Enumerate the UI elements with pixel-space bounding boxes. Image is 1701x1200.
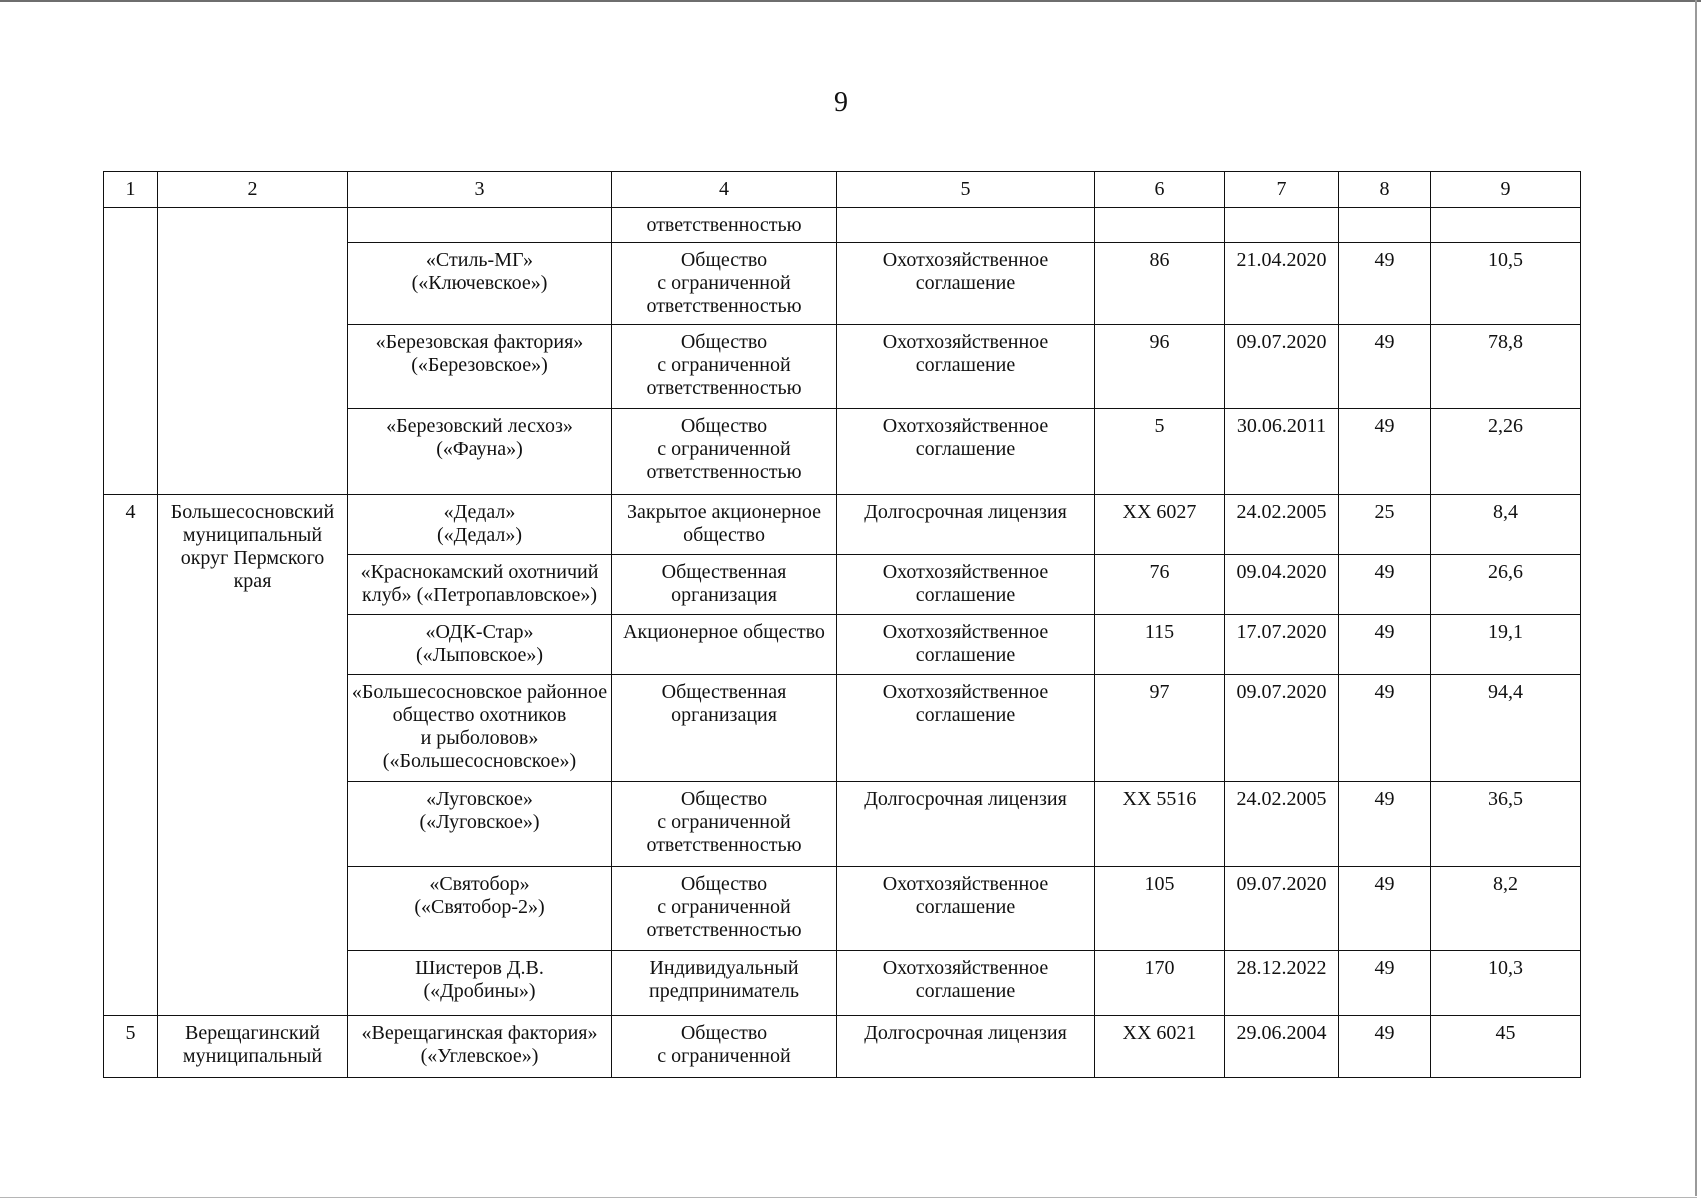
column-number-header: 6 xyxy=(1095,172,1225,208)
table-cell: Общественная организация xyxy=(612,675,837,782)
table-cell: «Верещагинская фактория» («Углевское») xyxy=(348,1016,612,1078)
table-cell: Долгосрочная лицензия xyxy=(837,1016,1095,1078)
table-cell: Охотхозяйственное соглашение xyxy=(837,951,1095,1016)
column-number-header: 3 xyxy=(348,172,612,208)
table-cell xyxy=(1225,208,1339,243)
table-cell: Охотхозяйственное соглашение xyxy=(837,243,1095,325)
table-cell: «Большесосновское районное общество охотников и рыболовов» («Большесосновское») xyxy=(348,675,612,782)
table-cell: «Луговское» («Луговское») xyxy=(348,782,612,867)
table-cell: Общество с ограниченной ответственностью xyxy=(612,867,837,951)
row-number-cell xyxy=(104,208,158,495)
table-cell: Охотхозяйственное соглашение xyxy=(837,555,1095,615)
column-number-header: 8 xyxy=(1339,172,1431,208)
table-cell: 94,4 xyxy=(1431,675,1581,782)
table-cell: «ОДК-Стар» («Лыповское») xyxy=(348,615,612,675)
table-cell xyxy=(1095,208,1225,243)
column-number-header: 7 xyxy=(1225,172,1339,208)
table-cell: 49 xyxy=(1339,615,1431,675)
table-cell: 45 xyxy=(1431,1016,1581,1078)
table-cell: 170 xyxy=(1095,951,1225,1016)
table-cell: 28.12.2022 xyxy=(1225,951,1339,1016)
table-cell: 09.07.2020 xyxy=(1225,867,1339,951)
table-cell: 09.07.2020 xyxy=(1225,675,1339,782)
table-cell: Общество с ограниченной xyxy=(612,1016,837,1078)
table-cell: 96 xyxy=(1095,325,1225,409)
column-number-header: 4 xyxy=(612,172,837,208)
table-cell: Общество с ограниченной ответственностью xyxy=(612,409,837,495)
table-cell: 09.07.2020 xyxy=(1225,325,1339,409)
table-cell: 78,8 xyxy=(1431,325,1581,409)
table-cell: 8,2 xyxy=(1431,867,1581,951)
table-cell: 49 xyxy=(1339,555,1431,615)
table-cell: 115 xyxy=(1095,615,1225,675)
table-cell: Охотхозяйственное соглашение xyxy=(837,615,1095,675)
table-cell: Охотхозяйственное соглашение xyxy=(837,867,1095,951)
scan-edge-right xyxy=(1695,0,1697,1196)
table-cell: 10,5 xyxy=(1431,243,1581,325)
table-cell: Индивидуальный предприниматель xyxy=(612,951,837,1016)
table-cell: Закрытое акционерное общество xyxy=(612,495,837,555)
table-cell: 26,6 xyxy=(1431,555,1581,615)
table-cell: 24.02.2005 xyxy=(1225,495,1339,555)
table-cell: 24.02.2005 xyxy=(1225,782,1339,867)
table-cell: 19,1 xyxy=(1431,615,1581,675)
table-cell: 49 xyxy=(1339,782,1431,867)
table-cell: Охотхозяйственное соглашение xyxy=(837,409,1095,495)
table-cell: 49 xyxy=(1339,867,1431,951)
table-cell: 8,4 xyxy=(1431,495,1581,555)
header-row xyxy=(104,172,1581,208)
table-cell: Долгосрочная лицензия xyxy=(837,782,1095,867)
table-cell: ХХ 6021 xyxy=(1095,1016,1225,1078)
table-cell: 25 xyxy=(1339,495,1431,555)
table-cell xyxy=(837,208,1095,243)
table-row xyxy=(104,1016,1581,1078)
table-cell: 2,26 xyxy=(1431,409,1581,495)
table-body xyxy=(104,208,1581,1078)
table-cell: 86 xyxy=(1095,243,1225,325)
table-cell: Общество с ограниченной ответственностью xyxy=(612,243,837,325)
scan-edge-bottom xyxy=(0,1197,1697,1198)
table-cell: ХХ 6027 xyxy=(1095,495,1225,555)
table-cell: ХХ 5516 xyxy=(1095,782,1225,867)
table-cell: Охотхозяйственное соглашение xyxy=(837,675,1095,782)
table-cell: 97 xyxy=(1095,675,1225,782)
table-row xyxy=(104,208,1581,243)
table-cell xyxy=(1431,208,1581,243)
district-cell xyxy=(158,208,348,495)
table-cell xyxy=(1339,208,1431,243)
table-cell xyxy=(348,208,612,243)
table-row xyxy=(104,495,1581,555)
table-cell: 09.04.2020 xyxy=(1225,555,1339,615)
table-cell: 10,3 xyxy=(1431,951,1581,1016)
table-cell: «Березовская фактория» («Березовское») xyxy=(348,325,612,409)
table-cell: 36,5 xyxy=(1431,782,1581,867)
table-cell: 76 xyxy=(1095,555,1225,615)
table-cell: «Краснокамский охотничий клуб» («Петропавловское») xyxy=(348,555,612,615)
table-cell: Общество с ограниченной ответственностью xyxy=(612,325,837,409)
table-cell: 29.06.2004 xyxy=(1225,1016,1339,1078)
table-cell: Общественная организация xyxy=(612,555,837,615)
table-cell: 49 xyxy=(1339,1016,1431,1078)
data-table xyxy=(103,171,1581,1078)
column-number-header: 2 xyxy=(158,172,348,208)
table-cell: Охотхозяйственное соглашение xyxy=(837,325,1095,409)
table-cell: 17.07.2020 xyxy=(1225,615,1339,675)
district-cell: Верещагинский муниципальный xyxy=(158,1016,348,1078)
column-number-header: 9 xyxy=(1431,172,1581,208)
table-cell: Шистеров Д.В. («Дробины») xyxy=(348,951,612,1016)
table-cell: «Стиль-МГ» («Ключевское») xyxy=(348,243,612,325)
page-number: 9 xyxy=(834,87,848,118)
row-number-cell: 4 xyxy=(104,495,158,1016)
column-number-header: 5 xyxy=(837,172,1095,208)
table-cell: 49 xyxy=(1339,675,1431,782)
table-cell: 5 xyxy=(1095,409,1225,495)
column-number-header: 1 xyxy=(104,172,158,208)
scan-edge-top xyxy=(0,0,1701,2)
table-cell: «Дедал» («Дедал») xyxy=(348,495,612,555)
table-cell: ответственностью xyxy=(612,208,837,243)
district-cell: Большесосновский муниципальный округ Пермского края xyxy=(158,495,348,1016)
table-cell: «Святобор» («Святобор-2») xyxy=(348,867,612,951)
table-cell: 49 xyxy=(1339,325,1431,409)
table-cell: 30.06.2011 xyxy=(1225,409,1339,495)
table-cell: 105 xyxy=(1095,867,1225,951)
table-cell: «Березовский лесхоз» («Фауна») xyxy=(348,409,612,495)
table-cell: 49 xyxy=(1339,243,1431,325)
table-cell: 49 xyxy=(1339,409,1431,495)
table-cell: Акционерное общество xyxy=(612,615,837,675)
row-number-cell: 5 xyxy=(104,1016,158,1078)
table-cell: 49 xyxy=(1339,951,1431,1016)
table-cell: Долгосрочная лицензия xyxy=(837,495,1095,555)
table-cell: 21.04.2020 xyxy=(1225,243,1339,325)
table-cell: Общество с ограниченной ответственностью xyxy=(612,782,837,867)
